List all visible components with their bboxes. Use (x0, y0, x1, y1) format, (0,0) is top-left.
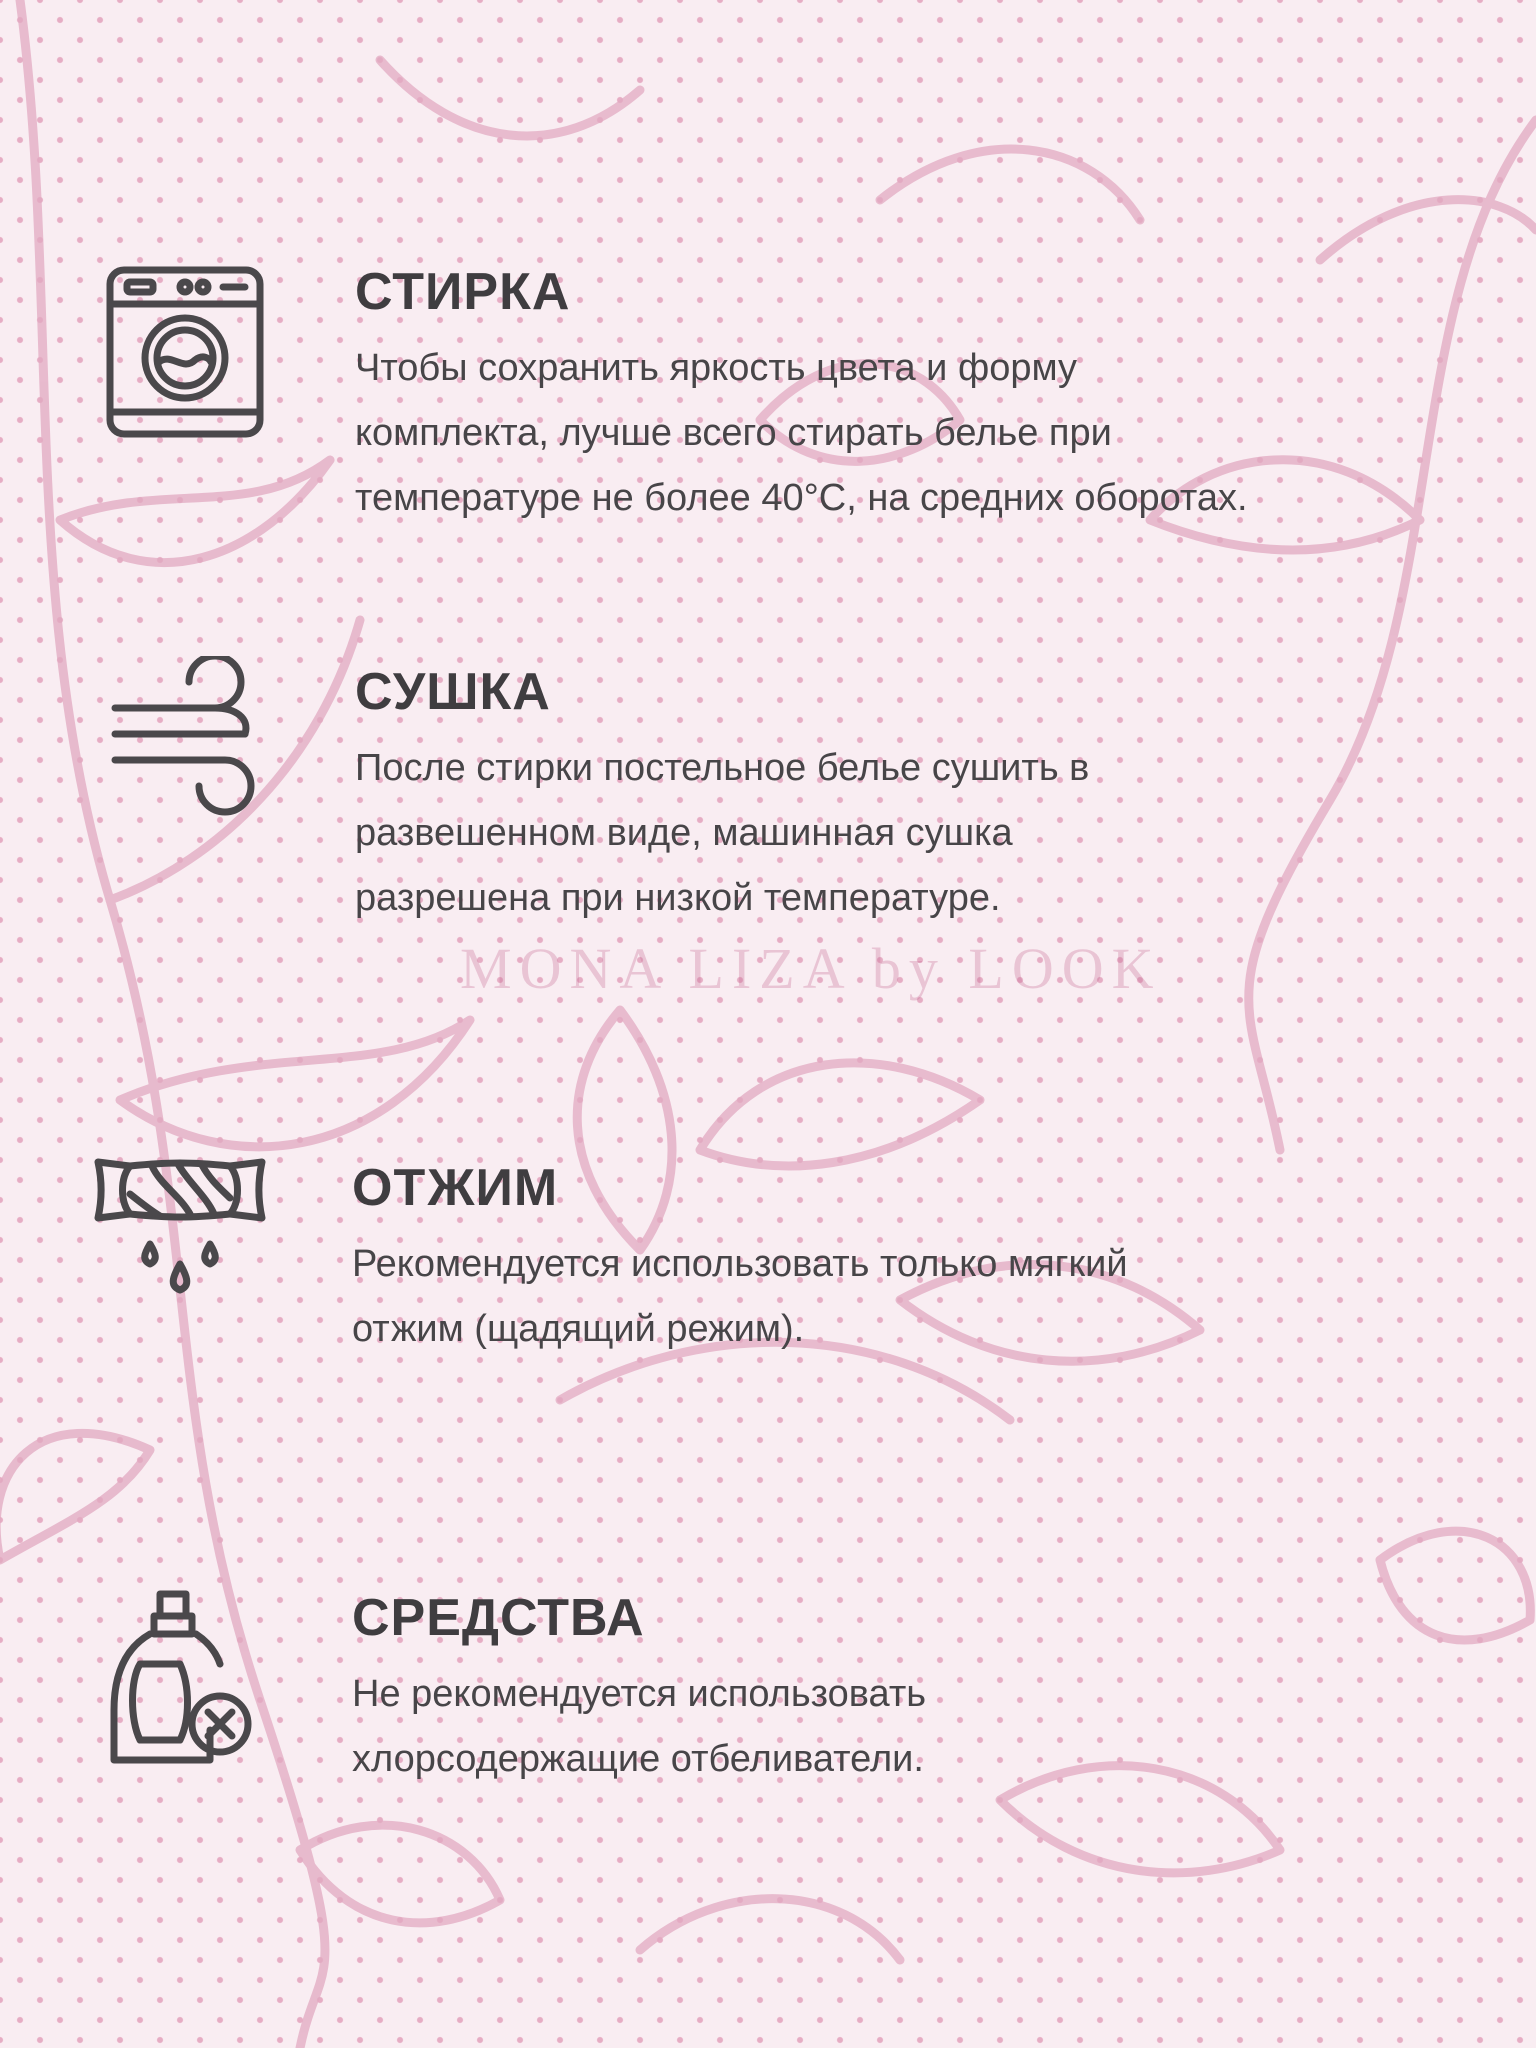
description-line: Не рекомендуется использовать (352, 1673, 927, 1715)
description-line: температуре не более 40°С, на средних оборотах. (355, 477, 1248, 519)
description-line: После стирки постельное белье сушить в (355, 747, 1090, 789)
section-description (355, 736, 1536, 931)
section-title: СРЕДСТВА (352, 1589, 645, 1647)
washing-text (355, 262, 1536, 531)
description-line: развешенном виде, машинная сушка (355, 812, 1013, 854)
description-line: комплекта, лучше всего стирать белье при (355, 412, 1112, 454)
section-description (355, 336, 1536, 531)
description-line: отжим (щадящий режим). (352, 1308, 805, 1350)
description-line: разрешена при низкой температуре. (355, 877, 1001, 919)
brand-watermark: MONA LIZA by LOOK (460, 936, 1162, 1001)
description-line: Чтобы сохранить яркость цвета и форму (355, 347, 1078, 389)
section-description (352, 1232, 1536, 1362)
description-line: хлорсодержащие отбеливатели. (352, 1738, 924, 1780)
wringing-icon (90, 1154, 270, 1334)
section-description (352, 1662, 1536, 1792)
section-title: СУШКА (355, 663, 551, 721)
drying-text (355, 662, 1536, 931)
detergent-no-bleach-icon (100, 1590, 280, 1770)
spin-text (352, 1158, 1536, 1362)
section-title: ОТЖИМ (352, 1159, 559, 1217)
description-line: Рекомендуется использовать только мягкий (352, 1243, 1128, 1285)
section-title: СТИРКА (355, 263, 571, 321)
washing-machine-icon (95, 262, 275, 442)
detergents-text (352, 1588, 1536, 1792)
wind-drying-icon (95, 656, 275, 836)
